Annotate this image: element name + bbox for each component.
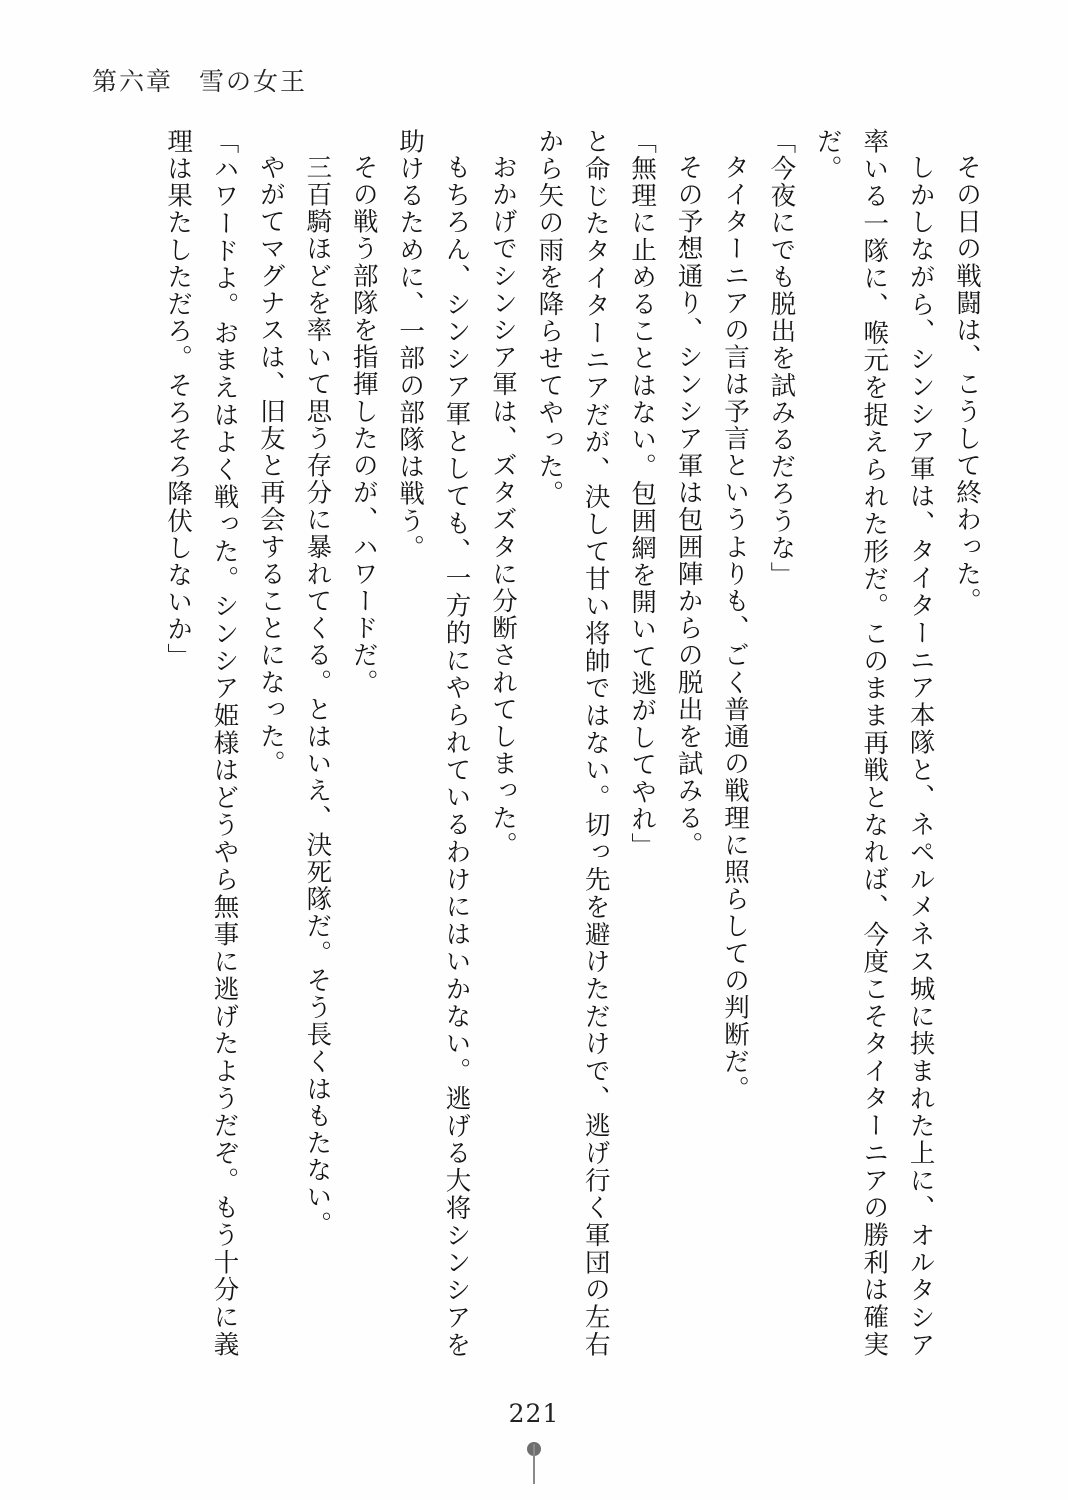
paragraph: その予想通り、シンシア軍は包囲陣からの脱出を試みる。 <box>673 153 704 859</box>
paragraph: しかしながら、シンシア軍は、タイターニア本隊と、ネペルメネス城に挟まれた上に、オルタシア率いる一隊に、喉元を捉えられた形だ。このまま再戦となれば、今度こそタイターニアの勝利は確実だ。 <box>812 128 936 1358</box>
body-text <box>110 128 990 1358</box>
paragraph: その日の戦闘は、こうして終わった。 <box>952 153 982 615</box>
page-number: 221 <box>508 1399 560 1428</box>
chapter-header <box>92 62 307 98</box>
paragraph: やがてマグナスは、旧友と再会することになった。 <box>255 153 286 777</box>
paragraph: タイターニアの言は予言というよりも、ごく普通の戦理に照らしての判断だ。 <box>719 153 750 1102</box>
paragraph: その戦う部隊を指揮したのが、ハワードだ。 <box>348 153 379 696</box>
chapter-title: 雪の女王 <box>199 67 308 96</box>
paragraph: 「今夜にでも脱出を試みるだろうな」 <box>766 128 797 589</box>
paragraph: 「ハワードよ。おまえはよく戦った。シンシア姫様はどうやら無事に逃げたようだぞ。もう十分に義理は果たしただろ。そろそろ降伏しないか」 <box>163 128 240 1358</box>
folio-ornament-line <box>533 1444 535 1484</box>
paragraph: と命じたタイターニアだが、決して甘い将帥ではない。切っ先を避けただけで、逃げ行く軍団の左右から矢の雨を降らせてやった。 <box>534 128 611 1358</box>
paragraph: おかげでシンシア軍は、ズタズタに分断されてしまった。 <box>487 153 518 859</box>
paragraph: 「無理に止めることはない。包囲網を開いて逃がしてやれ」 <box>627 128 658 860</box>
paragraph: もちろん、シンシア軍としても、一方的にやられているわけにはいかない。逃げる大将シンシアを助けるために、一部の部隊は戦う。 <box>395 128 472 1358</box>
chapter-number: 第六章 <box>92 67 174 96</box>
paragraph: 三百騎ほどを率いて思う存分に暴れてくる。とはいえ、決死隊だ。そう長くはもたない。 <box>302 153 333 1238</box>
